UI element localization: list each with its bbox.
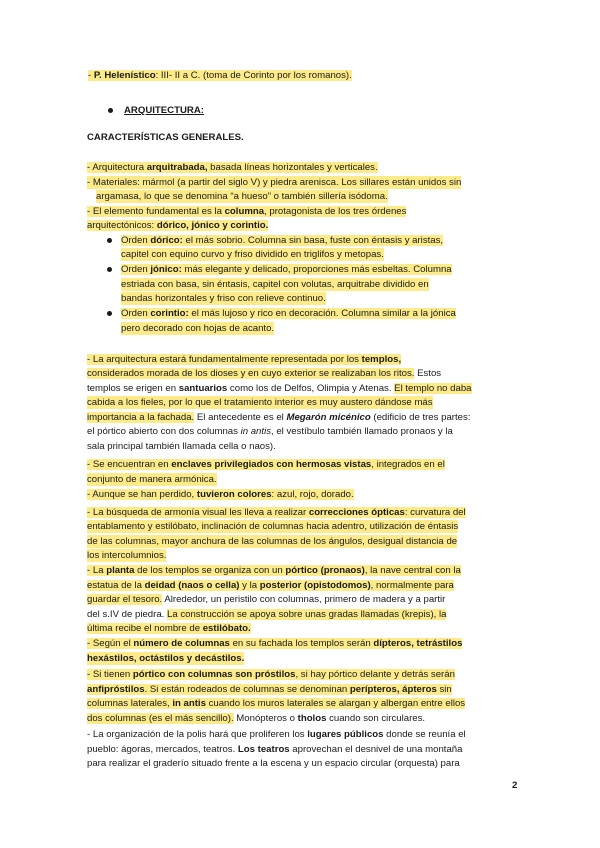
page-number: 2 xyxy=(512,780,518,791)
temples-p7-line-1: - Si tienen pórtico con columnas son próstilos, si hay pórtico delante y detrás serán xyxy=(87,669,455,680)
temples-p7-line-2: anfipróstilos. Si están rodeados de columnas se denominan perípteros, ápteros sin xyxy=(87,684,452,695)
doric-line-2: capitel con equino curvo y friso dividido en triglifos y metopas. xyxy=(121,249,384,260)
temples-p8-line-2: pueblo: ágoras, mercados, teatros. Los teatros aprovechan el desnivel de una montaña xyxy=(87,744,463,755)
general-line-5: arquitectónicos: dórico, jónico y corintio. xyxy=(87,220,269,231)
temples-p1-line-6: el pórtico abierto con dos columnas in antis, el vestíbulo también llamado pronaos y la xyxy=(87,426,453,437)
bullet-icon xyxy=(107,267,112,272)
temples-p1-line-3: templos se erigen en santuarios como los de Delfos, Olimpia y Atenas. El templo no daba xyxy=(87,383,472,394)
ionic-line-1: Orden jónico: más elegante y delicado, proporciones más esbeltas. Columna xyxy=(121,264,452,275)
bullet-icon xyxy=(107,311,112,316)
temples-p4-line-2: entablamento y estilóbato, inclinación de columnas hacia adentro, utilización de éntasis xyxy=(87,521,459,532)
temples-p1-line-1: - La arquitectura estará fundamentalmente representada por los templos, xyxy=(87,354,402,365)
temples-p8-line-1: - La organización de la polis hará que proliferen los lugares públicos donde se reunía el xyxy=(87,729,466,740)
temples-p6-line-2: hexástilos, octástilos y decástilos. xyxy=(87,653,245,664)
temples-p8-line-3: para realizar el graderío situado frente a la escena y un espacio circular (orquesta) para xyxy=(87,758,460,769)
temples-p4-line-1: - La búsqueda de armonía visual les lleva a realizar correcciones ópticas: curvatura del xyxy=(87,507,466,518)
temples-p5-line-1: - La planta de los templos se organiza con un pórtico (pronaos), la nave central con la xyxy=(87,565,461,576)
temples-p3-line: - Aunque se han perdido, tuvieron colores: azul, rojo, dorado. xyxy=(87,489,354,500)
subtitle: CARACTERÍSTICAS GENERALES. xyxy=(87,132,244,143)
general-line-3: argamasa, lo que se denomina “a hueso” o también sillería isódoma. xyxy=(96,191,388,202)
ionic-line-3: bandas horizontales y friso con relieve continuo. xyxy=(121,293,326,304)
temples-p7-line-4: dos columnas (es el más sencillo). Monópteros o tholos cuando son circulares. xyxy=(87,713,426,724)
bullet-icon xyxy=(107,238,112,243)
doric-line-1: Orden dórico: el más sobrio. Columna sin basa, fuste con éntasis y aristas, xyxy=(121,235,444,246)
section-title: ARQUITECTURA: xyxy=(124,105,204,116)
temples-p1-line-5: importancia a la fachada. El antecedente es el Megarón micénico (edificio de tres partes: xyxy=(87,412,471,423)
temples-p7-line-3: columnas laterales, in antis cuando los muros laterales se alargan y albergan entre ellos xyxy=(87,698,466,709)
general-line-4: - El elemento fundamental es la columna, protagonista de los tres órdenes xyxy=(87,206,407,217)
temples-p5-line-3: guardar el tesoro. Alrededor, un peristilo con columnas, primero de madera y a partir xyxy=(87,594,446,605)
corinthian-line-2: pero decorado con hojas de acanto. xyxy=(121,323,275,334)
temples-p2-line-2: conjunto de manera armónica. xyxy=(87,474,217,485)
ionic-line-2: estriada con basa, sin éntasis, capitel con volutas, arquitrabe dividido en xyxy=(121,279,429,290)
temples-p1-line-7: sala principal también llamada cella o naos). xyxy=(87,441,276,452)
temples-p1-line-4: cabida a los fieles, por lo que el tratamiento interior es muy austero dándose más xyxy=(87,397,433,408)
temples-p5-line-2: estatua de la deidad (naos o cella) y la posterior (opistodomos), normalmente para xyxy=(87,580,454,591)
temples-p5-line-5: última recibe el nombre de estilóbato. xyxy=(87,623,251,634)
general-line-2: - Materiales: mármol (a partir del siglo V) y piedra arenisca. Los sillares están unidos sin xyxy=(87,177,462,188)
bullet-icon xyxy=(108,108,113,113)
corinthian-line-1: Orden corintio: el más lujoso y rico en decoración. Columna similar a la jónica xyxy=(121,308,456,319)
temples-p4-line-4: los intercolumnios. xyxy=(87,550,167,561)
temples-p4-line-3: de las columnas, mayor anchura de las columnas de los ángulos, desigual distancia de xyxy=(87,536,458,547)
temples-p1-line-2: considerados morada de los dioses y en cuyo exterior se realizaban los ritos. Estos xyxy=(87,368,442,379)
period-line: - P. Helenístico: III- II a C. (toma de Corinto por los romanos). xyxy=(88,70,352,81)
temples-p5-line-4: del s.IV de piedra. La construcción se apoya sobre unas gradas llamadas (krepis), la xyxy=(87,609,447,620)
temples-p6-line-1: - Según el número de columnas en su fachada los templos serán dípteros, tetrástilos xyxy=(87,638,463,649)
temples-p2-line-1: - Se encuentran en enclaves privilegiados con hermosas vistas, integrados en el xyxy=(87,459,445,470)
general-line-1: - Arquitectura arquitrabada, basada líneas horizontales y verticales. xyxy=(87,162,378,173)
